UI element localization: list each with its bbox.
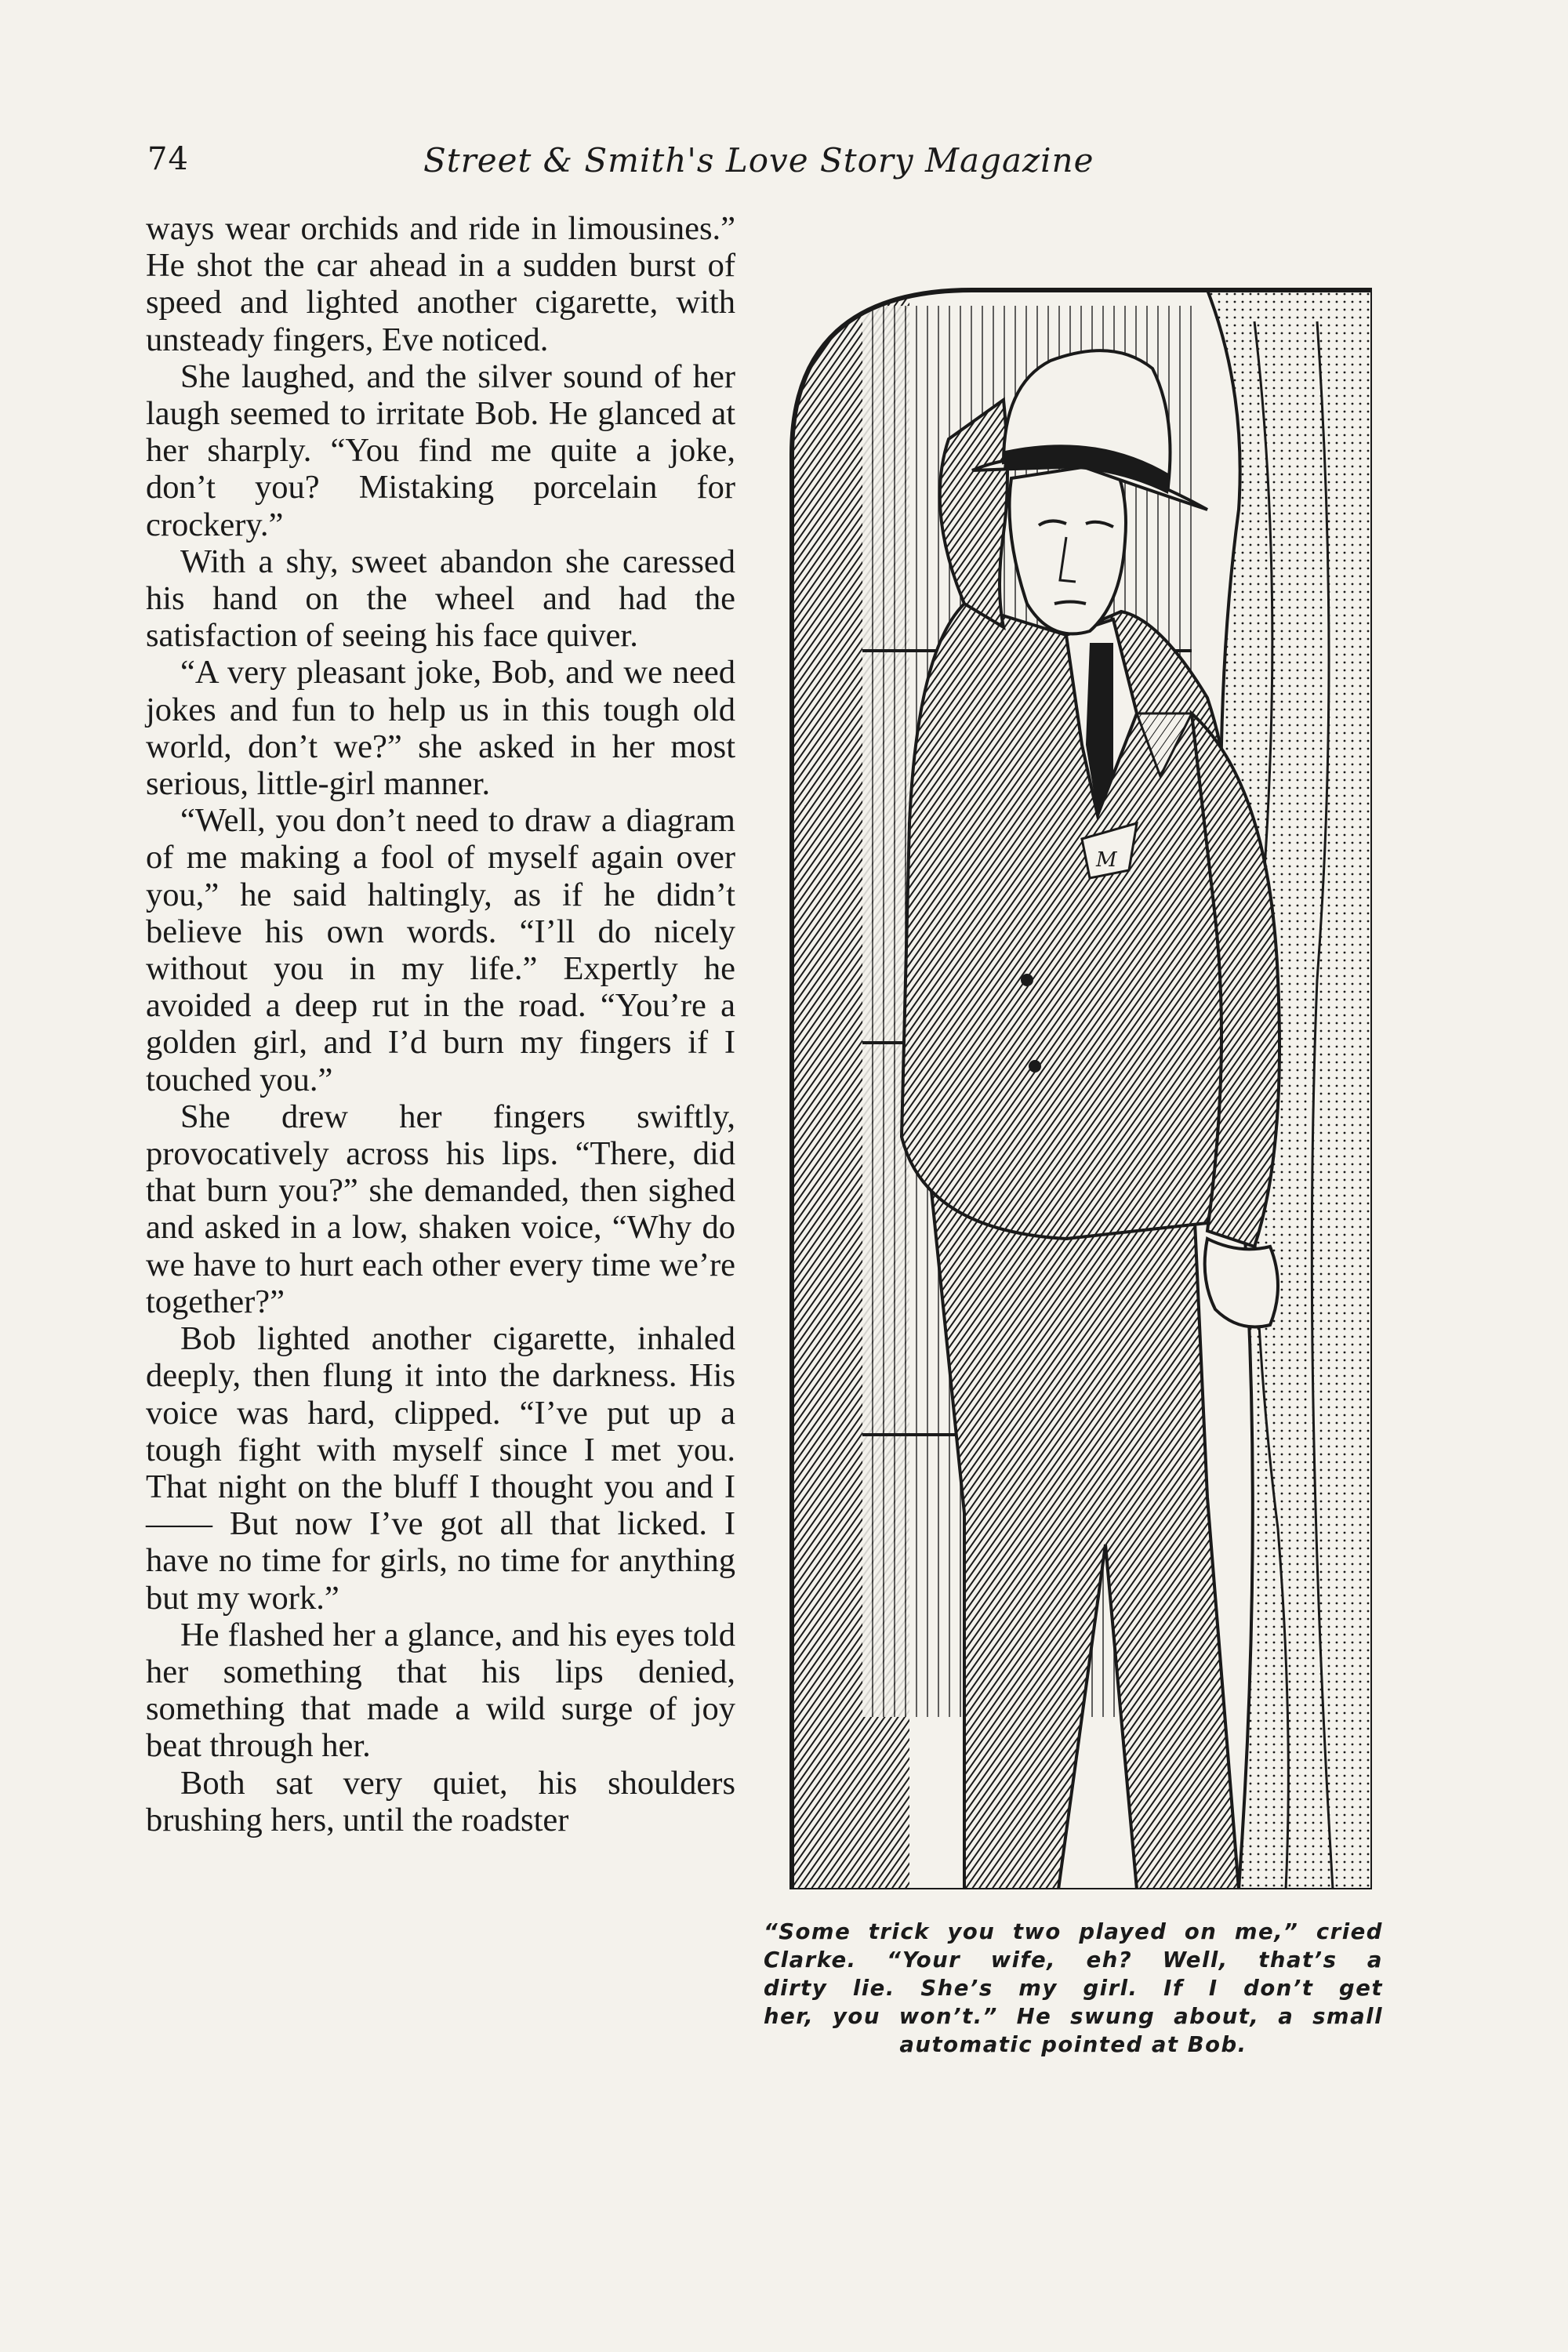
story-paragraph: Bob lighted another cigarette, inhaled deeply, then flung it into the darkness. His voice was hard, clipped. “I’ve put up a tough fight with myself since I met you. That night on the bluff I thought you and I—— But now I’ve got all that licked. I have no time for girls, no time for anything but my work.”: [146, 1320, 735, 1617]
caption-line: “Some trick you two played on me,” cried: [764, 1919, 1383, 1944]
illustration-caption: [764, 1918, 1383, 2059]
story-paragraph: She drew her fingers swiftly, provocatively across his lips. “There, did that burn you?” she demanded, then sighed and asked in a low, shaken voice, “Why do we have to hurt each other every time we’re together?”: [146, 1098, 735, 1320]
story-paragraph: She laughed, and the silver sound of her laugh seemed to irritate Bob. He glanced at her sharply. “You find me quite a joke, don’t you? Mistaking porcelain for crockery.”: [146, 358, 735, 543]
jacket: [902, 604, 1236, 1239]
story-paragraph: Both sat very quiet, his shoulders brushing hers, until the roadster: [146, 1764, 735, 1838]
jacket-button: [1029, 1060, 1041, 1073]
story-paragraph: He flashed her a glance, and his eyes told her something that his lips denied, something that made a wild surge of joy beat through her.: [146, 1616, 735, 1765]
caption-line: her, you won’t.” He swung about, a small: [764, 2004, 1383, 2029]
story-paragraph: “A very pleasant joke, Bob, and we need jokes and fun to help us in this tough old world, don’t we?” she asked in her most serious, little-girl manner.: [146, 654, 735, 803]
pocket-monogram: M: [1096, 848, 1117, 872]
story-paragraph: With a shy, sweet abandon she caressed his hand on the wheel and had the satisfaction of seeing his face quiver.: [146, 543, 735, 655]
story-column: [146, 210, 735, 1838]
magazine-title: Street & Smith's Love Story Magazine: [423, 141, 1094, 180]
caption-line: dirty lie. She’s my girl. If I don’t get: [764, 1976, 1383, 2001]
caption-line: automatic pointed at Bob.: [899, 2032, 1247, 2057]
page-number: 74: [147, 141, 189, 177]
jacket-button: [1021, 974, 1033, 986]
running-head: [147, 141, 1135, 196]
story-paragraph: “Well, you don’t need to draw a diagram of me making a fool of myself again over you,” he said haltingly, as if he didn’t believe his own words. “I’ll do nicely without you in my life.” Expertly he avoided a deep rut in the road. “You’re a golden girl, and I’d burn my fingers if I touched you.”: [146, 802, 735, 1098]
story-paragraph: ways wear orchids and ride in limousines.” He shot the car ahead in a sudden burst of speed and lighted another cigarette, with unsteady fingers, Eve noticed.: [146, 210, 735, 358]
illustration-man-in-doorway: [768, 274, 1372, 1889]
caption-line: Clarke. “Your wife, eh? Well, that’s a: [764, 1947, 1383, 1973]
